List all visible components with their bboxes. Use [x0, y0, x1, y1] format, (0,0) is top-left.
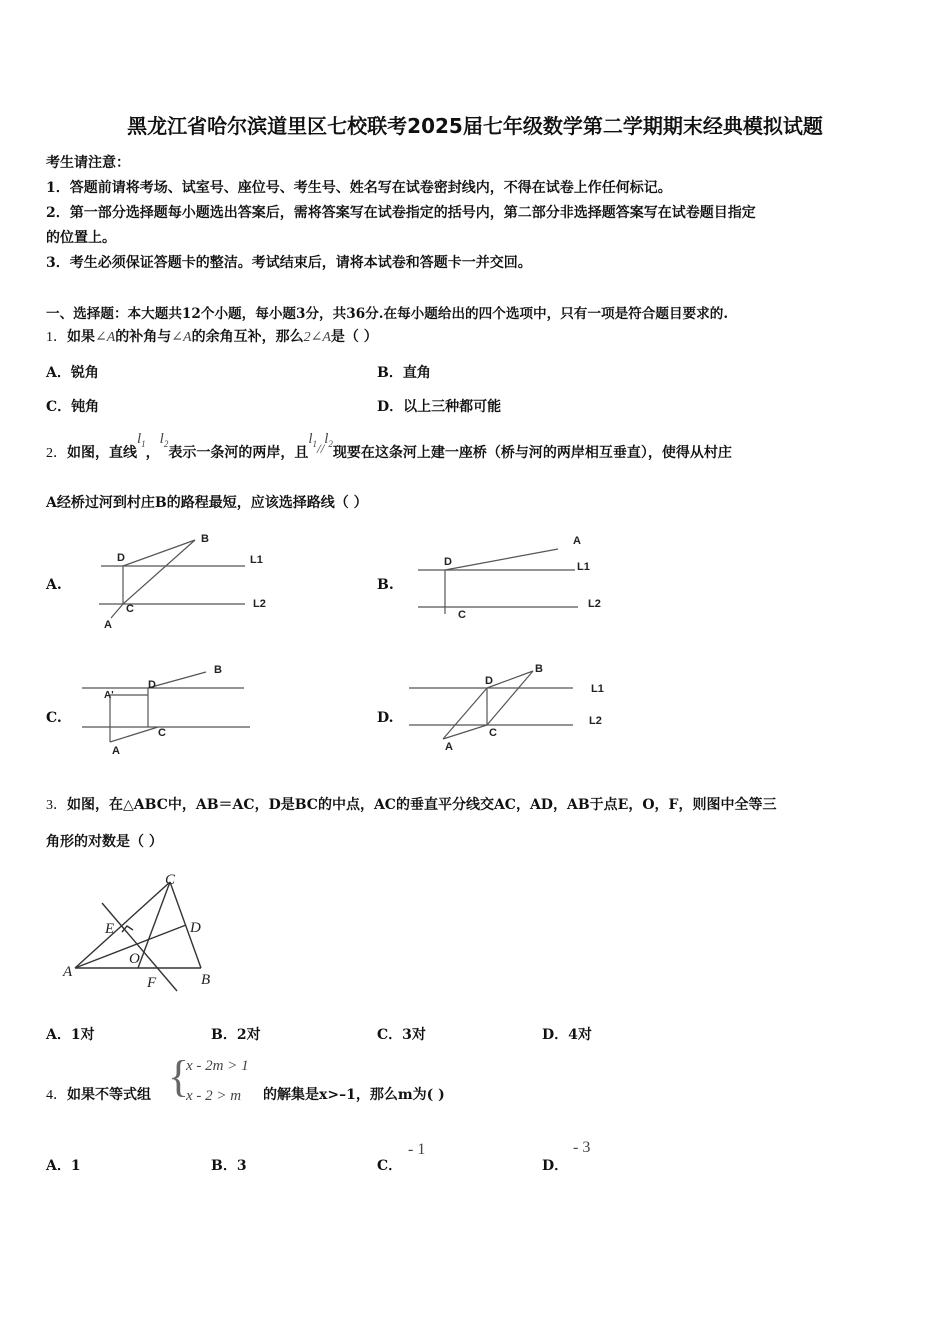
q1-option-d[interactable]: D．以上三种都可能 [377, 399, 502, 415]
q1-text-a: 如果 [67, 329, 95, 345]
q2-l2-sub: 2 [163, 439, 169, 449]
page-title: 黑龙江省哈尔滨道里区七校联考2025届七年级数学第二学期期末经典模拟试题 [127, 114, 823, 138]
q2-l1b-sub: 1 [312, 439, 318, 449]
q3-label-c: C [165, 872, 176, 888]
q4-option-c-value: - 1 [408, 1141, 426, 1158]
notice-heading: 考生请注意： [46, 155, 130, 171]
question-number: 2． [46, 446, 67, 461]
q3-option-a[interactable]: A．1对 [46, 1027, 95, 1043]
q1-text-c: 的余角互补，那么 [191, 329, 304, 345]
q2-l1-sub: 1 [141, 439, 146, 449]
q4-option-c[interactable]: C． [377, 1158, 403, 1174]
fig-d-label-l2: L2 [589, 715, 602, 727]
q2-option-a[interactable]: A. [46, 577, 62, 593]
q2-text-c: 现要在这条河上建一座桥（桥与河的两岸相互垂直），使得从村庄 [332, 445, 732, 461]
question-number: 1． [46, 330, 67, 345]
q2-figure-b [410, 530, 610, 625]
fig-c-label-c: C [158, 727, 166, 739]
q2-l2b-letter: l [324, 431, 329, 447]
fig-c-label-a-prime: A' [104, 690, 114, 701]
fig-b-label-l2: L2 [588, 598, 601, 610]
q4-option-a[interactable]: A．1 [46, 1158, 81, 1174]
q1-option-b[interactable]: B．直角 [377, 365, 431, 381]
fig-d-label-a: A [445, 741, 453, 753]
fig-b-label-c: C [458, 609, 466, 621]
q3-label-e: E [105, 921, 115, 937]
fig-c-label-a: A [112, 745, 120, 757]
q3-triangle-figure [55, 868, 230, 996]
fig-b-label-l1: L1 [577, 561, 590, 573]
fig-a-label-c: C [126, 603, 134, 615]
notice-item-2: 2．第一部分选择题每小题选出答案后，需将答案写在试卷指定的括号内，第二部分非选择题答案写在试卷题目指定 [46, 205, 756, 221]
q3-label-a: A [63, 964, 73, 980]
q4-inequality-2: x - 2 > m [186, 1088, 242, 1104]
question-number: 3． [46, 798, 67, 813]
q3-text-line1: 如图，在△ABC中，AB＝AC，D是BC的中点，AC的垂直平分线交AC，AD，AB于点E，O，F，则图中全等三 [67, 797, 777, 813]
q3-text-line2: 角形的对数是（ ） [46, 834, 163, 850]
question-number: 4． [46, 1088, 67, 1103]
q2-option-b[interactable]: B. [377, 577, 394, 593]
question-4-prefix [46, 1084, 151, 1104]
fig-b-label-a: A [573, 535, 581, 547]
fig-a-label-d: D [117, 552, 125, 564]
q3-option-d[interactable]: D．4对 [542, 1027, 592, 1043]
notice-item-2-cont: 的位置上。 [46, 230, 116, 246]
q3-label-b: B [201, 972, 211, 988]
q1-math-angle-a-2: ∠A [171, 330, 192, 345]
q2-text-line2: A经桥过河到村庄B的路程最短，应该选择路线（ ） [46, 495, 368, 511]
q1-math-angle-a: ∠A [95, 330, 116, 345]
question-1 [46, 326, 378, 346]
q2-text-a: 如图，直线 [67, 445, 137, 461]
q2-l1-letter: l [137, 431, 142, 447]
fig-a-label-l1: L1 [250, 554, 263, 566]
fig-c-label-b: B [214, 664, 222, 676]
q4-option-d[interactable]: D． [542, 1158, 569, 1174]
q1-text-b: 的补角与 [115, 329, 172, 345]
q3-label-d: D [190, 920, 201, 936]
q4-text-b: 的解集是x>–1，那么m为( ) [263, 1087, 445, 1103]
q2-line-l1 [137, 431, 146, 447]
question-3 [46, 794, 776, 814]
q2-l2b-sub: 2 [328, 439, 333, 449]
fig-d-label-b: B [535, 663, 543, 675]
fig-c-label-d: D [148, 679, 156, 691]
q2-comma: ， [145, 445, 160, 461]
q1-option-c[interactable]: C．钝角 [46, 399, 100, 415]
q3-label-o: O [129, 951, 140, 967]
q2-figure-d [405, 658, 615, 758]
question-2 [46, 428, 732, 468]
q4-option-d-value: - 3 [573, 1139, 591, 1156]
fig-a-label-a: A [104, 619, 112, 631]
q2-option-d[interactable]: D. [377, 710, 394, 726]
q2-line-l2-b [324, 431, 333, 447]
fig-b-label-d: D [444, 556, 452, 568]
q4-inequality-1: x - 2m > 1 [186, 1058, 249, 1074]
q1-text-d: 是（ ） [330, 329, 378, 345]
section-heading: 一、选择题：本大题共12个小题，每小题3分，共36分.在每小题给出的四个选项中，只有一项是符合题目要求的. [46, 306, 729, 322]
q2-figure-c [78, 660, 253, 760]
q2-l2-letter: l [159, 431, 164, 447]
q1-math-2angle-a: 2∠A [303, 330, 331, 345]
q4-option-b[interactable]: B．3 [211, 1158, 247, 1174]
notice-item-1: 1．答题前请将考场、试室号、座位号、考生号、姓名写在试卷密封线内，不得在试卷上作任何标记。 [46, 180, 672, 196]
fig-d-label-d: D [485, 675, 493, 687]
q3-label-f: F [147, 975, 157, 991]
q4-text-a: 如果不等式组 [67, 1087, 151, 1103]
q4-brace: { [168, 1052, 190, 1101]
q1-option-a[interactable]: A．锐角 [46, 365, 99, 381]
fig-d-label-l1: L1 [591, 683, 604, 695]
q2-option-c[interactable]: C. [46, 710, 62, 726]
fig-d-label-c: C [489, 727, 497, 739]
q2-line-l1-b [308, 431, 317, 447]
fig-a-label-l2: L2 [253, 598, 266, 610]
q2-l1b-letter: l [308, 431, 313, 447]
q2-figure-a [95, 530, 280, 635]
fig-a-label-b: B [201, 533, 209, 545]
q3-option-b[interactable]: B．2对 [211, 1027, 261, 1043]
notice-item-3: 3．考生必须保证答题卡的整洁。考试结束后，请将本试卷和答题卡一并交回。 [46, 255, 532, 271]
q2-parallel-sign: // [317, 441, 325, 456]
q2-text-b: 表示一条河的两岸，且 [168, 445, 309, 461]
q3-option-c[interactable]: C．3对 [377, 1027, 426, 1043]
